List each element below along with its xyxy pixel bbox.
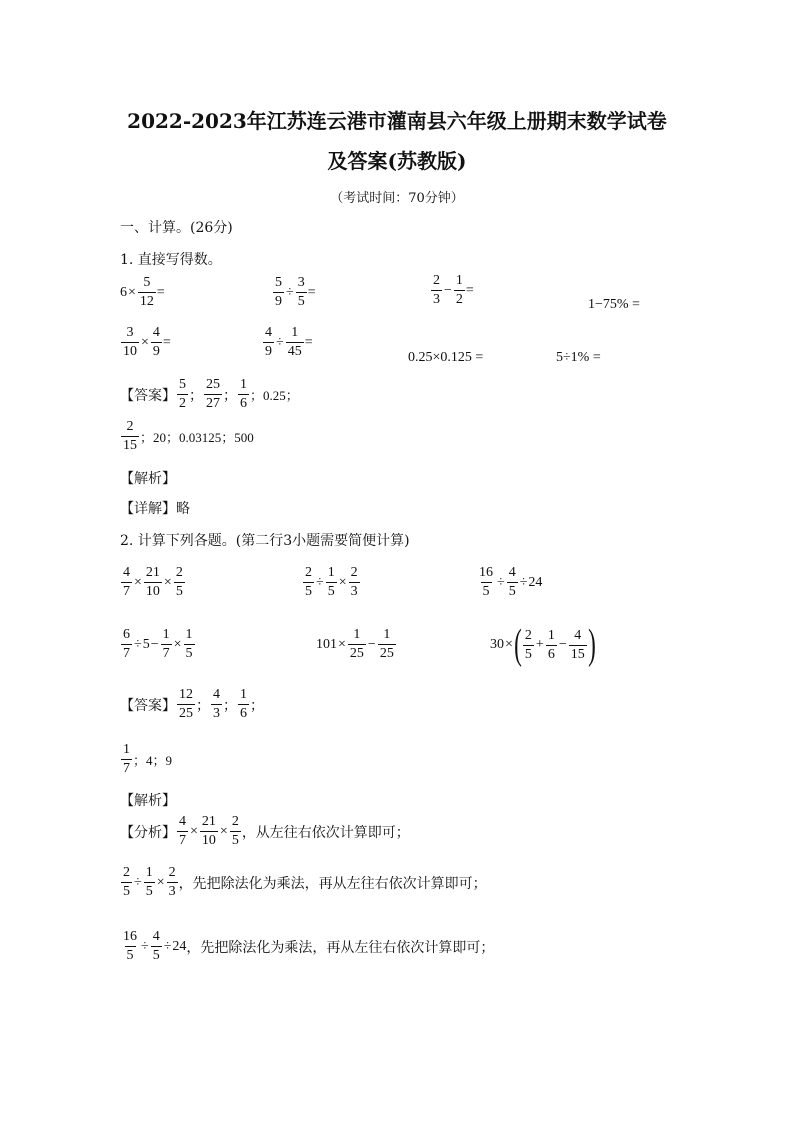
question-2-heading: 2. 计算下列各题。(第二行3小题需要简便计算) xyxy=(120,533,410,549)
q1-expr-4: 1−75% = xyxy=(588,297,640,312)
q1-answer: 【答案】 $\frac{5}{2}$ ； $\frac{25}{27}$ ； $\frac{1}{6}$ ；0.25； xyxy=(120,377,299,411)
q2-fenxi-line-3: $\frac{16}{5}$ ÷ $\frac{4}{5}$ ÷ 24 ，先把除法化为乘法，再从左往右依次计算即可； xyxy=(123,929,495,963)
q1-expr-5: $\frac{3}{10}$ × $\frac{4}{9}$ = xyxy=(123,325,171,359)
q2-answer: 【答案】 $\frac{12}{25}$ ； $\frac{4}{3}$ ； $\frac{1}{6}$ ； xyxy=(120,687,264,721)
q2-problem-1: $\frac{4}{7}$ × $\frac{21}{10}$ × $\frac{2}{5}$ xyxy=(123,565,183,599)
q2-problem-3: $\frac{16}{5}$ ÷ $\frac{4}{5}$ ÷ 24 xyxy=(479,565,543,599)
doc-title-line2: 及答案(苏教版) xyxy=(327,149,467,173)
section-heading: 一、计算。(26分) xyxy=(120,220,233,236)
q1-analysis-label: 【解析】 xyxy=(120,471,176,487)
q1-expr-7: 0.25×0.125 = xyxy=(408,350,484,365)
q2-problem-6: 30 × ( $\frac{2}{5}$ + $\frac{1}{6}$ − $\frac{4}{15}$ ) xyxy=(490,622,596,668)
doc-title-line1: 2022-2023年江苏连云港市灌南县六年级上册期末数学试卷 xyxy=(127,109,667,133)
question-1-heading: 1. 直接写得数。 xyxy=(120,252,222,268)
q2-analysis-label: 【解析】 xyxy=(120,793,176,809)
exam-time: （考试时间：70分钟） xyxy=(330,191,464,206)
q1-expr-6: $\frac{4}{9}$ ÷ $\frac{1}{45}$ = xyxy=(265,325,313,359)
q2-problem-4: $\frac{6}{7}$ ÷ 5 − $\frac{1}{7}$ × $\frac{1}{5}$ xyxy=(123,627,193,661)
q2-fenxi-line-1: 【分析】 $\frac{4}{7}$ × $\frac{21}{10}$ × $\frac{2}{5}$ ，从左往右依次计算即可； xyxy=(120,814,410,848)
q1-expr-1: 6 × $\frac{5}{12}$ = xyxy=(120,275,165,309)
q2-problem-2: $\frac{2}{5}$ ÷ $\frac{1}{5}$ × $\frac{2}{3}$ xyxy=(305,565,358,599)
q2-fenxi-line-2: $\frac{2}{5}$ ÷ $\frac{1}{5}$ × $\frac{2}{3}$ ，先把除法化为乘法，再从左往右依次计算即可； xyxy=(123,865,487,899)
q1-detail: 【详解】略 xyxy=(120,501,190,517)
q1-answer-cont: $\frac{2}{15}$ ；20；0.03125；500 xyxy=(123,419,254,453)
q2-problem-5: 101 × $\frac{1}{25}$ − $\frac{1}{25}$ xyxy=(316,627,394,661)
q1-expr-2: $\frac{5}{9}$ ÷ $\frac{3}{5}$ = xyxy=(275,275,316,309)
q2-answer-cont: $\frac{1}{7}$ ；4；9 xyxy=(123,742,173,776)
q1-expr-3: $\frac{2}{3}$ − $\frac{1}{2}$ = xyxy=(433,273,474,307)
q1-expr-8: 5÷1% = xyxy=(556,350,601,365)
